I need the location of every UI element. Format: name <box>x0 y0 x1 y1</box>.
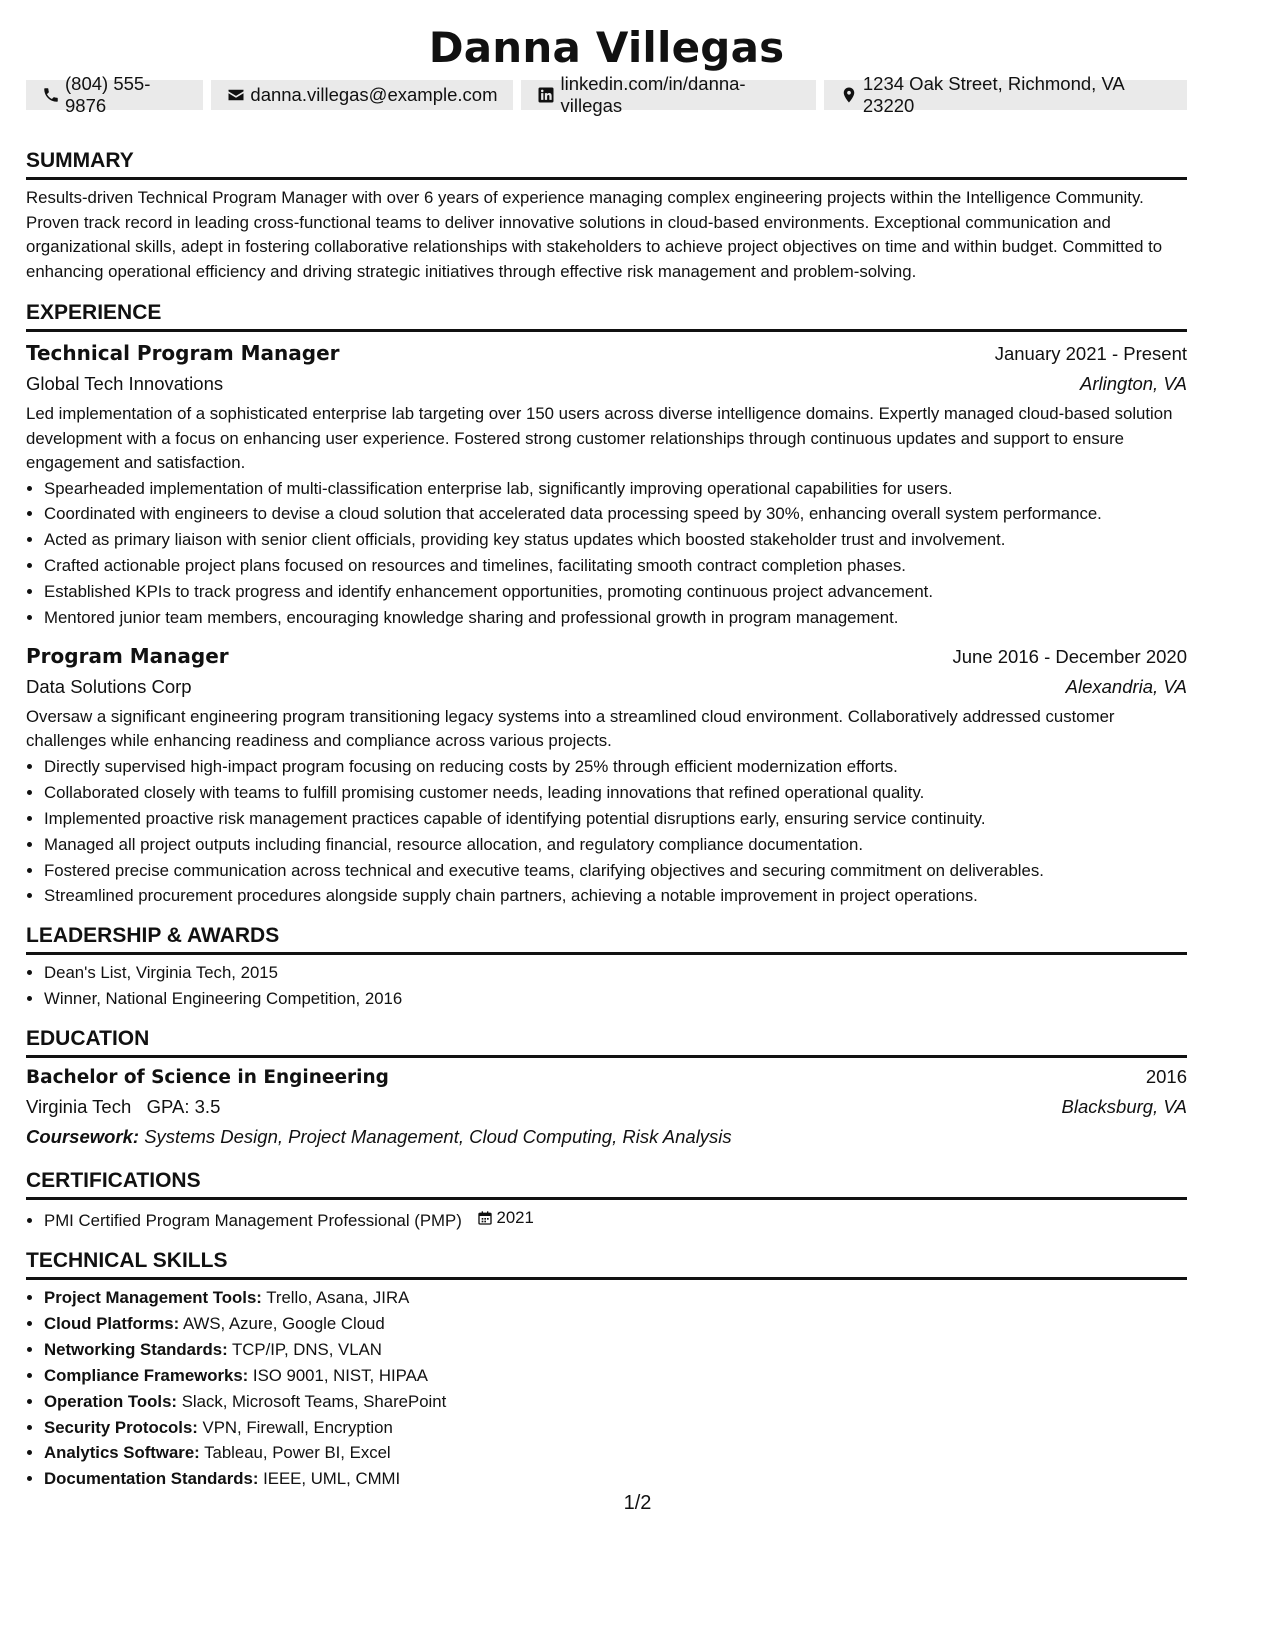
skills-heading: TECHNICAL SKILLS <box>26 1248 1187 1280</box>
skill-label: Security Protocols: <box>44 1417 198 1437</box>
leadership-section <box>26 923 1187 1012</box>
skill-label: Cloud Platforms: <box>44 1313 180 1333</box>
skill-value: Trello, Asana, JIRA <box>266 1288 410 1308</box>
location-icon <box>840 86 858 104</box>
list-item: • Spearheaded implementation of multi-classification enterprise lab, significantly improving operational capabilities for users. <box>44 476 1187 502</box>
education-heading: EDUCATION <box>26 1026 1187 1058</box>
skills-list <box>26 1285 1187 1492</box>
list-item: • Implemented proactive risk management practices capable of identifying potential disruptions early, ensuring service continuity. <box>44 806 1187 832</box>
skill-value: AWS, Azure, Google Cloud <box>182 1313 385 1333</box>
contact-email <box>211 80 513 110</box>
school-location: Blacksburg, VA <box>1061 1096 1187 1118</box>
cert-name: PMI Certified Program Management Professional (PMP) <box>44 1211 462 1231</box>
list-item: • Acted as primary liaison with senior client officials, providing key status updates which boosted stakeholder trust and involvement. <box>44 527 1187 553</box>
skill-label: Operation Tools: <box>44 1391 178 1411</box>
skill-value: Tableau, Power BI, Excel <box>204 1443 391 1463</box>
list-item: • Fostered precise communication across technical and executive teams, clarifying objectives and securing commitment on deliverables. <box>44 858 1187 884</box>
job-dates: June 2016 - December 2020 <box>952 645 1187 667</box>
list-item <box>44 1205 1187 1234</box>
summary-heading: SUMMARY <box>26 148 1187 180</box>
leadership-heading: LEADERSHIP & AWARDS <box>26 923 1187 955</box>
skills-section <box>26 1248 1187 1492</box>
job-title: Technical Program Manager <box>26 341 340 365</box>
contact-bar <box>26 73 1187 116</box>
experience-section <box>26 300 1187 909</box>
skill-label: Analytics Software: <box>44 1443 200 1463</box>
contact-email-text: danna.villegas@example.com <box>250 84 498 105</box>
summary-text: Results-driven Technical Program Manager with over 6 years of experience managing complex engineering projects within the Intelligence Community. Proven track record in leading cross-functional teams to deliver innovative solutions in cloud-based environments. Exceptional communication and organizational skills, adept in fostering collaborative relationships with stakeholders to achieve project objectives on time and within budget. Committed to enhancing operational efficiency and driving strategic initiatives through effective risk management and problem-solving. <box>26 188 1163 281</box>
job-description: Led implementation of a sophisticated enterprise lab targeting over 150 users across diverse intelligence domains. Expertly managed cloud-based solution development with a focus on enhancing user experience. Fostered strong customer relationships through continuous updates and support to ensure engagement and satisfaction. <box>26 404 1173 472</box>
cert-year: 2021 <box>496 1208 534 1228</box>
job-dates: January 2021 - Present <box>994 343 1187 364</box>
summary-section <box>26 148 1187 284</box>
certifications-section <box>26 1168 1187 1234</box>
certifications-heading: CERTIFICATIONS <box>26 1168 1187 1200</box>
list-item: • Directly supervised high-impact program focusing on reducing costs by 25% through efficient modernization efforts. <box>44 754 1187 780</box>
list-item <box>44 1389 1187 1415</box>
job-bullets <box>26 476 1187 631</box>
linkedin-icon <box>537 86 555 104</box>
contact-linkedin-text: linkedin.com/in/danna-villegas <box>560 73 746 116</box>
phone-icon <box>42 86 60 104</box>
job-bullets <box>26 754 1187 909</box>
list-item: • Streamlined procurement procedures alongside supply chain partners, achieving a notable improvement in project operations. <box>44 883 1187 909</box>
skill-value: ISO 9001, NIST, HIPAA <box>252 1365 428 1385</box>
contact-phone <box>26 73 203 116</box>
job-description: Oversaw a significant engineering program transitioning legacy systems into a streamlined cloud environment. Collaboratively addressed customer challenges while enhancing readiness and compliance across various projects. <box>26 706 1115 751</box>
skill-label: Networking Standards: <box>44 1339 228 1359</box>
contact-linkedin <box>521 73 815 116</box>
experience-heading: EXPERIENCE <box>26 300 1187 332</box>
email-icon <box>227 86 245 104</box>
list-item <box>44 1466 1187 1492</box>
calendar-icon <box>477 1210 493 1226</box>
school-name: Virginia Tech <box>26 1096 132 1118</box>
leadership-list <box>26 960 1187 1012</box>
list-item <box>44 1415 1187 1441</box>
list-item: • Dean's List, Virginia Tech, 2015 <box>44 960 1187 986</box>
job-location: Arlington, VA <box>1080 373 1187 394</box>
skill-label: Compliance Frameworks: <box>44 1365 249 1385</box>
contact-phone-text: (804) 555-9876 <box>65 73 151 116</box>
list-item: • Crafted actionable project plans focused on resources and timelines, facilitating smooth contract completion phases. <box>44 553 1187 579</box>
list-item: • Mentored junior team members, encouraging knowledge sharing and professional growth in program management. <box>44 605 1187 631</box>
list-item: • Managed all project outputs including financial, resource allocation, and regulatory compliance documentation. <box>44 832 1187 858</box>
list-item: • Winner, National Engineering Competition, 2016 <box>44 986 1187 1012</box>
contact-address-text: 1234 Oak Street, Richmond, VA 23220 <box>862 73 1124 116</box>
list-item <box>44 1440 1187 1466</box>
list-item <box>44 1285 1187 1311</box>
degree-title: Bachelor of Science in Engineering <box>26 1067 389 1089</box>
job-entry <box>26 338 1187 631</box>
skill-value: VPN, Firewall, Encryption <box>202 1417 393 1437</box>
candidate-name: Danna Villegas <box>428 23 785 72</box>
job-company: Global Tech Innovations <box>26 373 224 394</box>
degree-year: 2016 <box>1145 1066 1187 1088</box>
list-item <box>44 1311 1187 1337</box>
gpa: GPA: 3.5 <box>146 1096 221 1118</box>
education-section <box>26 1026 1187 1152</box>
list-item: • Established KPIs to track progress and identify enhancement opportunities, promoting continuous project advancement. <box>44 579 1187 605</box>
list-item: • Collaborated closely with teams to fulfill promising customer needs, leading innovations that refined operational quality. <box>44 780 1187 806</box>
skill-value: IEEE, UML, CMMI <box>263 1469 401 1489</box>
skill-label: Project Management Tools: <box>44 1288 262 1308</box>
certifications-list <box>26 1205 1187 1234</box>
coursework <box>26 1122 1187 1152</box>
contact-address <box>824 73 1187 116</box>
list-item <box>44 1337 1187 1363</box>
skill-value: TCP/IP, DNS, VLAN <box>232 1339 382 1359</box>
coursework-label: Coursework: <box>26 1126 140 1148</box>
list-item: • Coordinated with engineers to devise a cloud solution that accelerated data processing speed by 30%, enhancing overall system performance. <box>44 501 1187 527</box>
job-company: Data Solutions Corp <box>26 675 192 697</box>
page-indicator: 1/2 <box>623 1492 652 1514</box>
job-entry <box>26 641 1187 909</box>
job-title: Program Manager <box>26 643 229 668</box>
skill-value: Slack, Microsoft Teams, SharePoint <box>181 1391 447 1411</box>
coursework-list: Systems Design, Project Management, Cloud Computing, Risk Analysis <box>144 1126 732 1148</box>
job-location: Alexandria, VA <box>1065 675 1187 697</box>
skill-label: Documentation Standards: <box>44 1469 259 1489</box>
cert-date <box>477 1205 534 1231</box>
list-item <box>44 1363 1187 1389</box>
